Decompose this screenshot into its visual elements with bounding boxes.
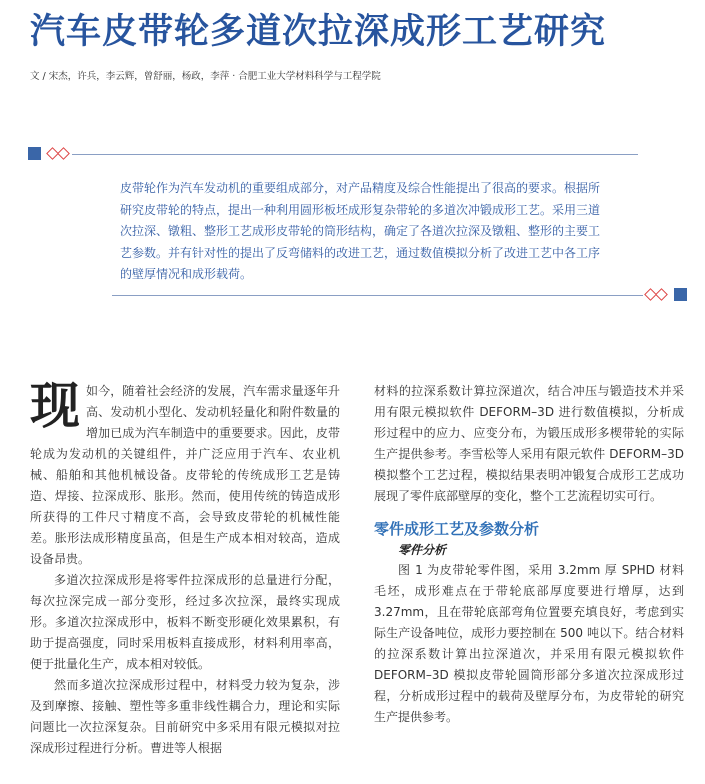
abstract-top-rule xyxy=(28,147,638,161)
diamond-ornament-icon xyxy=(57,147,70,160)
drop-cap: 现 xyxy=(30,376,80,435)
paragraph: 然而多道次拉深成形过程中，材料受力较为复杂，涉及到摩擦、接触、塑性等多重非线性耦合力，理论和实际问题比一次拉深复杂。目前研究中多采用有限元模拟对拉深成形过程进行分析。曹进等人根据 xyxy=(30,678,340,755)
paragraph: 图 1 为皮带轮零件图，采用 3.2mm 厚 SPHD 材料毛坯，成形难点在于带轮底部厚度要进行增厚，达到 3.27mm，且在带轮底部弯角位置要充填良好，考虑到实际生产设备吨位，成形力要控制在 500 吨以下。结合材料的拉深系数计算出拉深道次，并采用有限元模拟软件 DEFORM–3D 模拟皮带轮圆筒形部分多道次拉深成形过程，分析成形过程中的载荷及壁厚分布，为皮带轮的研究生产提供参考。 xyxy=(374,563,684,724)
paragraph xyxy=(30,376,340,570)
article-title: 汽车皮带轮多道次拉深成形工艺研究 xyxy=(30,12,607,52)
paragraph: 多道次拉深成形是将零件拉深成形的总量进行分配，每次拉深完成一部分变形，经过多次拉深，最终实现成形。多道次拉深成形中，板料不断变形硬化效果累积，有助于提高强度，同时采用板料直接成形，材料利用率高，便于批量化生产，成本相对较低。 xyxy=(30,573,340,671)
paragraph: 材料的拉深系数计算拉深道次，结合冲压与锻造技术并采用有限元模拟软件 DEFORM–3D 进行数值模拟，分析成形过程中的应力、应变分布，为锻压成形多楔带轮的实际生产提供参考。李雪松等人采用有限元软件 DEFORM–3D 模拟整个工艺过程，模拟结果表明冲锻复合成形工艺成功展现了零件底部壁厚的变化，整个工艺流程切实可行。 xyxy=(374,384,684,503)
abstract-text: 皮带轮作为汽车发动机的重要组成部分，对产品精度及综合性能提出了很高的要求。根据所研究皮带轮的特点，提出一种利用圆形板坯成形复杂带轮的多道次冲锻成形工艺。采用三道次拉深、镦粗、整形工艺成形皮带轮的筒形结构，确定了各道次拉深及镦粗、整形的主要工艺参数。并有针对性的提出了反弯储料的改进工艺，通过数值模拟分析了改进工艺中各工序的壁厚情况和成形载荷。 xyxy=(120,181,601,281)
body-column-left xyxy=(30,376,340,759)
abstract-bottom-rule xyxy=(112,288,687,302)
divider-line xyxy=(72,154,638,155)
divider-line xyxy=(112,295,643,296)
square-ornament-icon xyxy=(674,288,687,301)
body-column-right xyxy=(374,381,684,728)
subsection-heading: 零件分析 xyxy=(398,543,447,557)
square-ornament-icon xyxy=(28,147,41,160)
paragraph-text: 如今，随着社会经济的发展，汽车需求量逐年升高、发动机小型化、发动机轻量化和附件数量的增加已成为汽车制造中的重要要求。因此，皮带轮成为发动机的关键组件，并广泛应用于汽车、农业机械、船舶和其他机械设备。皮带轮的传统成形工艺是铸造、焊接、拉深成形、胀形。然而，使用传统的铸造成形所获得的工件尺寸精度不高，会导致皮带轮的机械性能差。胀形法成形精度虽高，但是生产成本相对较高，造成设备昂贵。 xyxy=(30,384,340,566)
diamond-ornament-icon xyxy=(655,288,668,301)
section-heading: 零件成形工艺及参数分析 xyxy=(374,520,540,538)
author-byline: 文 / 宋杰，许兵，李云辉，曾舒丽，杨政，李萍 · 合肥工业大学材料科学与工程学院 xyxy=(30,71,381,82)
